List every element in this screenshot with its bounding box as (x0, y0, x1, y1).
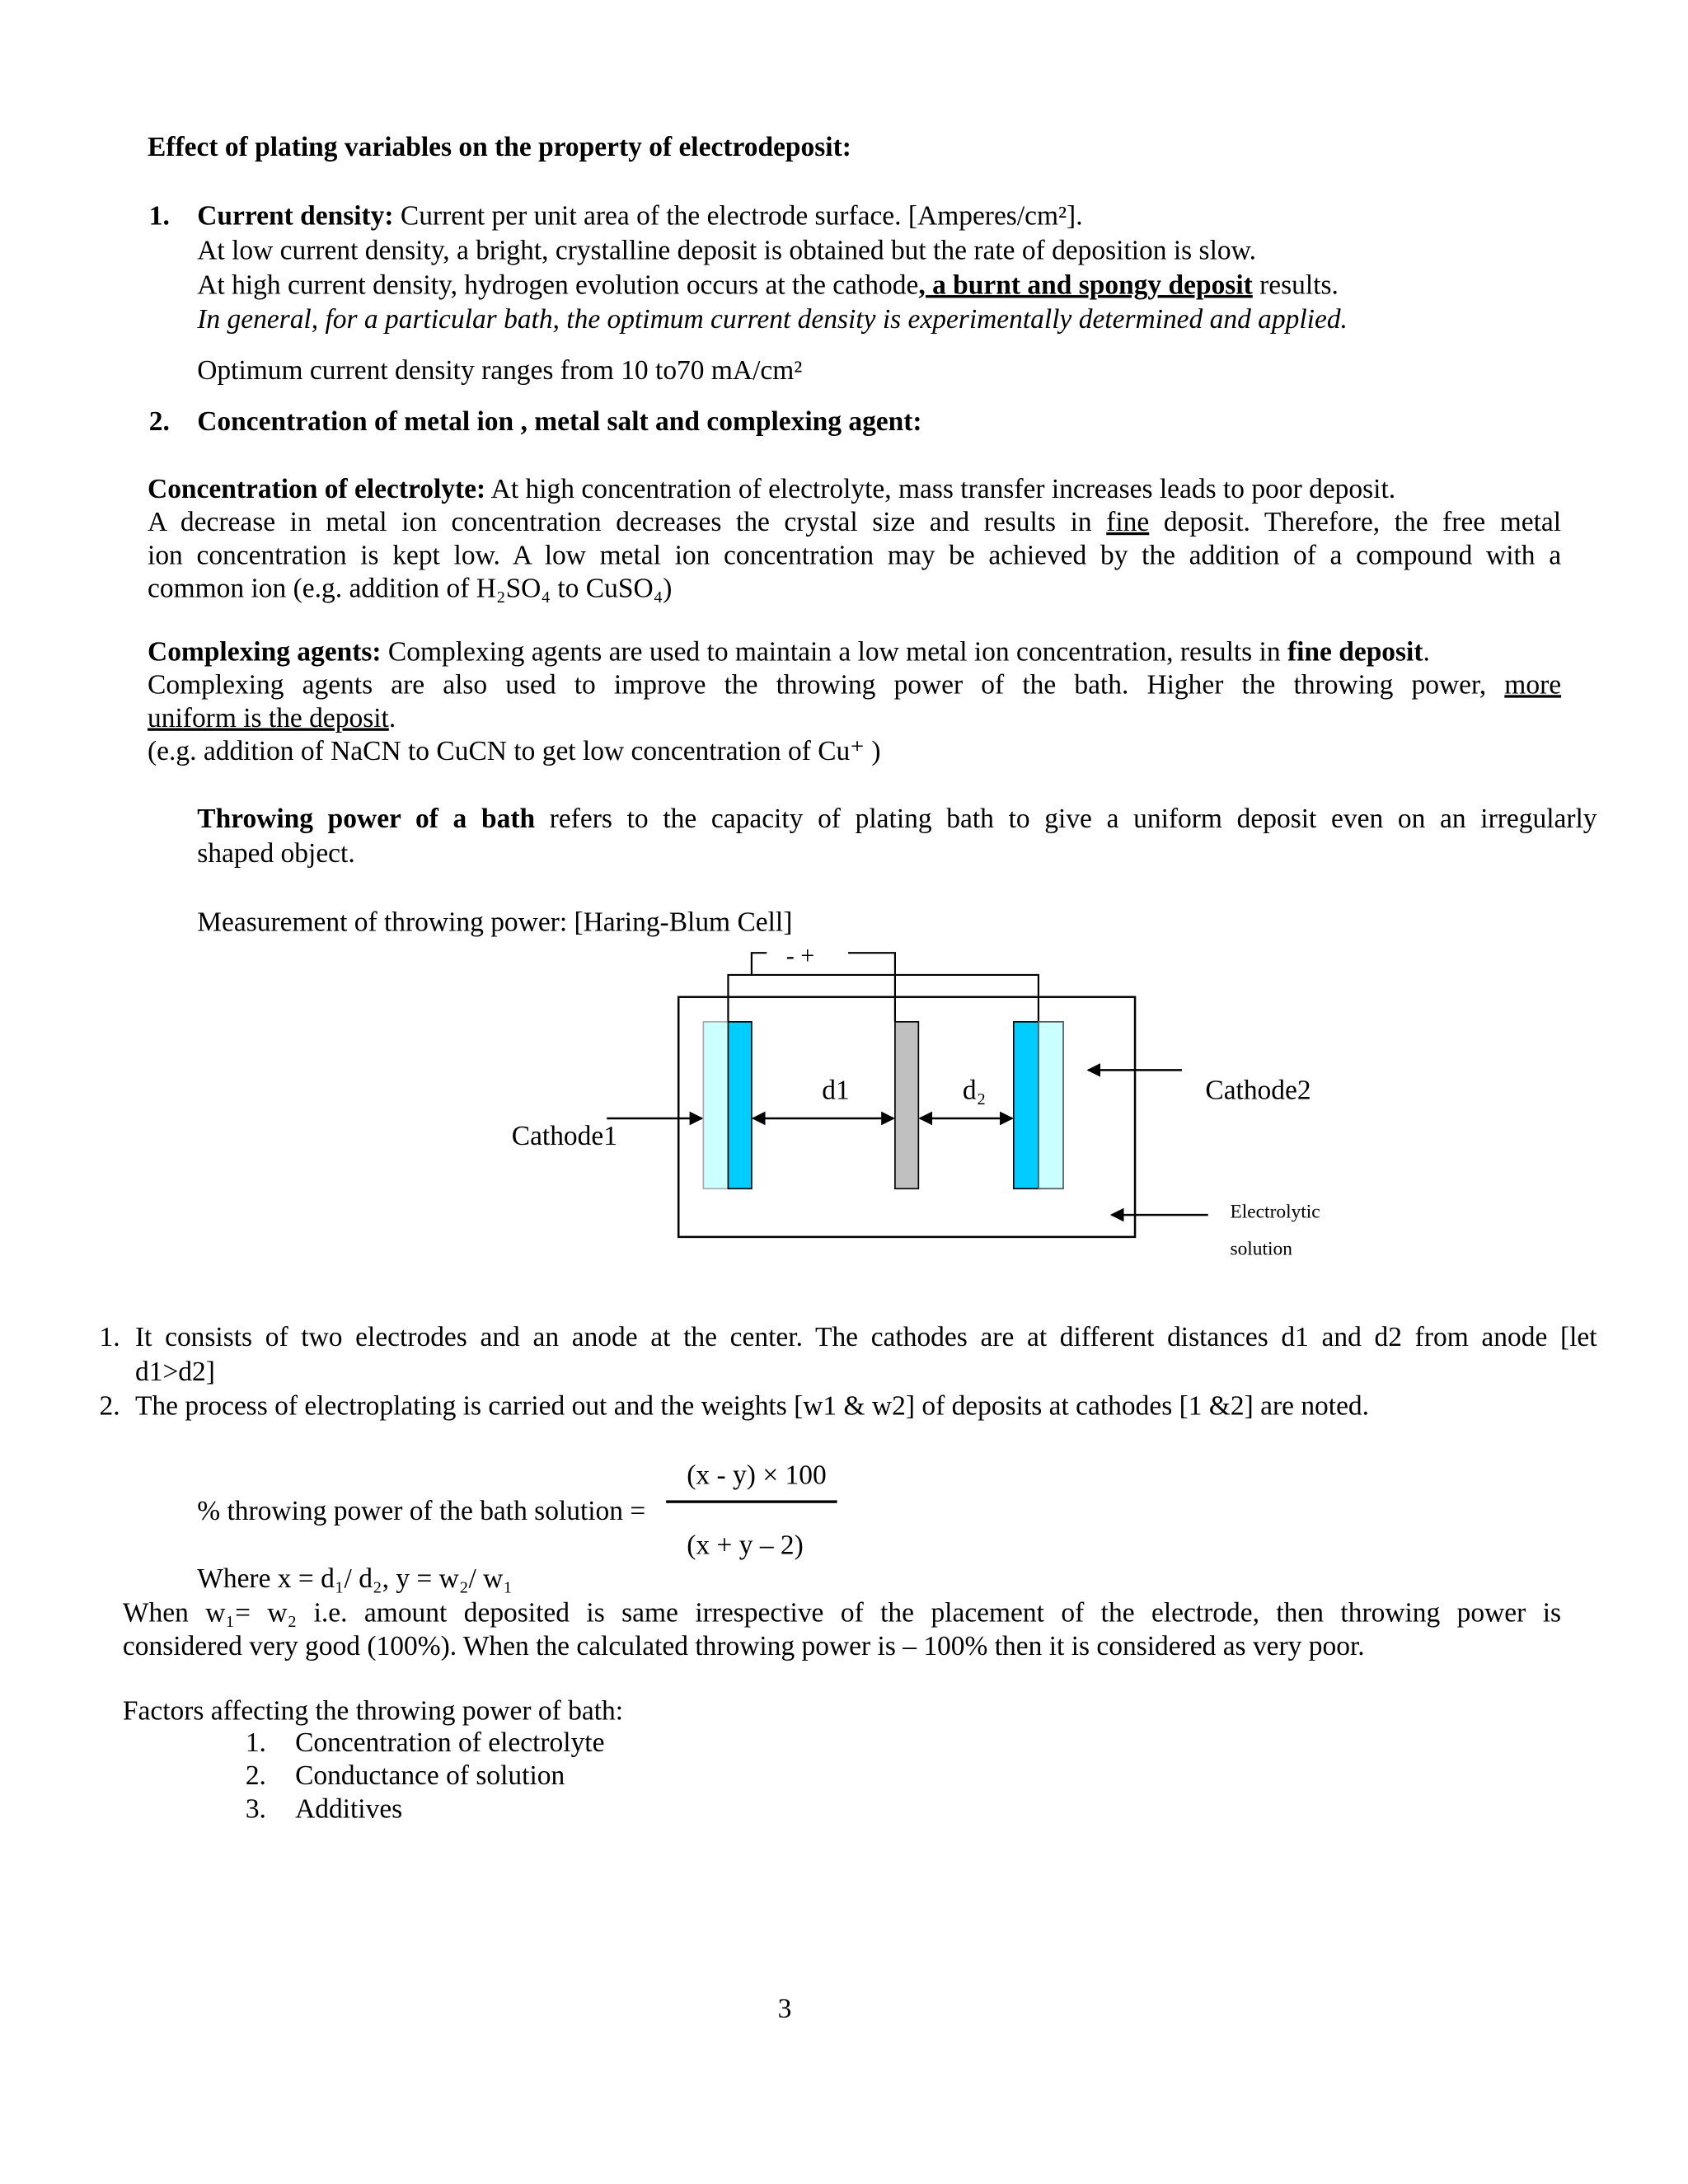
formula-numerator: (x - y) × 100 (687, 1460, 827, 1491)
text: deposit. Therefore, the free metal (1149, 507, 1562, 538)
text: . (388, 703, 396, 734)
step-1-line2: d1>d2] (134, 1357, 215, 1388)
text: A decrease in metal ion concentration decreases the crystal size and results in (148, 507, 1107, 538)
electrolytic-label: Electrolytic (1230, 1201, 1320, 1223)
measurement-heading: Measurement of throwing power: [Haring-Blum Cell] (197, 907, 793, 938)
electrolyte-line4: common ion (e.g. addition of H₂SO₄ to CuSO₄) (148, 574, 673, 604)
cathode1-deposit (703, 1022, 728, 1188)
conclusion-line2: considered very good (100%). When the calculated throwing power is – 100% then it is considered as very poor. (122, 1631, 1365, 1662)
factor-number: 2. (245, 1760, 266, 1792)
wiring (728, 953, 1038, 1022)
step-number: 2. (99, 1391, 120, 1422)
cathode1 (728, 1022, 751, 1188)
formula-denominator: (x + y – 2) (687, 1530, 804, 1562)
d2-label: d₂ (962, 1075, 987, 1106)
cathode2-label: Cathode2 (1205, 1075, 1311, 1106)
optimum-range-text: Optimum current density ranges from 10 to70 mA/cm² (197, 355, 803, 387)
step-1-line1: It consists of two electrodes and an anode at the center. The cathodes are at different distances d1 and d2 from anode [let (134, 1322, 1597, 1353)
positive-wire (848, 953, 895, 1022)
step-number: 1. (99, 1322, 120, 1353)
factor-item: Concentration of electrolyte (295, 1727, 605, 1759)
anode (895, 1022, 918, 1188)
d1-label: d1 (822, 1075, 850, 1106)
title-text: Effect of plating variables on the property of electrodeposit: (148, 132, 851, 163)
cathode2-deposit (1039, 1022, 1063, 1188)
formula-where: Where x = d₁/ d₂, y = w₂/ w₁ (197, 1563, 513, 1595)
page-number: 3 (777, 1994, 792, 2025)
polarity-label: - + (785, 941, 815, 970)
conclusion-line1: When w₁= w₂ i.e. amount deposited is same irrespective of the placement of the electrode, then throwing power is (122, 1598, 1562, 1629)
text: Complexing agents are used to maintain a low metal ion concentration, results in (381, 637, 1287, 668)
cathode1-label: Cathode1 (511, 1120, 617, 1151)
cathode2 (1014, 1022, 1039, 1188)
heading-text: Concentration of metal ion , metal salt and complexing agent: (197, 406, 922, 438)
num: 2. (148, 406, 170, 438)
text: . (1423, 637, 1430, 668)
step-2-text: The process of electroplating is carried out and the weights [w1 & w2] of deposits at cathodes [1 &2] are noted. (134, 1391, 1370, 1422)
throwing-line2: shaped object. (197, 838, 355, 869)
italic-text: In general, for a particular bath, the optimum current density is experimentally determined and applied. (197, 304, 1348, 335)
factor-item: Additives (295, 1793, 403, 1825)
num: 1. (148, 201, 170, 232)
complexing-heading: Complexing agents: (148, 637, 382, 668)
electrolyte-heading: Concentration of electrolyte: (148, 474, 486, 505)
text: refers to the capacity of plating bath to give a uniform deposit even on an irregularly (535, 804, 1597, 835)
factor-number: 1. (245, 1727, 266, 1759)
factors-heading: Factors affecting the throwing power of bath: (122, 1696, 624, 1727)
bold-text: fine deposit (1287, 637, 1423, 668)
text: results. (1252, 269, 1339, 301)
section1-heading: Current density: (197, 201, 394, 232)
text: Complexing agents are also used to improve the throwing power of the bath. Higher the throwing power, (148, 670, 1505, 701)
solution-label: solution (1230, 1238, 1292, 1260)
text: At high concentration of electrolyte, mass transfer increases leads to poor deposit. (485, 474, 1396, 505)
negative-wire (752, 953, 767, 975)
underlined-text: more (1504, 670, 1562, 701)
complexing-line4: (e.g. addition of NaCN to CuCN to get low concentration of Cu⁺ ) (148, 736, 881, 767)
cathode-wire (728, 975, 1038, 1022)
factor-number: 3. (245, 1793, 266, 1825)
burnt-deposit-emphasis: , a burnt and spongy deposit (918, 269, 1253, 301)
underlined-text: uniform is the deposit (148, 703, 389, 734)
factor-item: Conductance of solution (295, 1760, 565, 1792)
throwing-heading: Throwing power of a bath (197, 804, 536, 835)
underlined-text: fine (1106, 507, 1150, 538)
definition-text: Current per unit area of the electrode surface. [Amperes/cm²]. (393, 201, 1083, 232)
fraction-bar (666, 1500, 837, 1502)
electrolyte-line3: ion concentration is kept low. A low metal ion concentration may be achieved by the addition of a compound with a (148, 540, 1562, 571)
low-current-text: At low current density, a bright, crystalline deposit is obtained but the rate of deposition is slow. (197, 236, 1256, 266)
text: At high current density, hydrogen evolution occurs at the cathode (197, 269, 919, 301)
formula-label: % throwing power of the bath solution = (197, 1496, 646, 1527)
